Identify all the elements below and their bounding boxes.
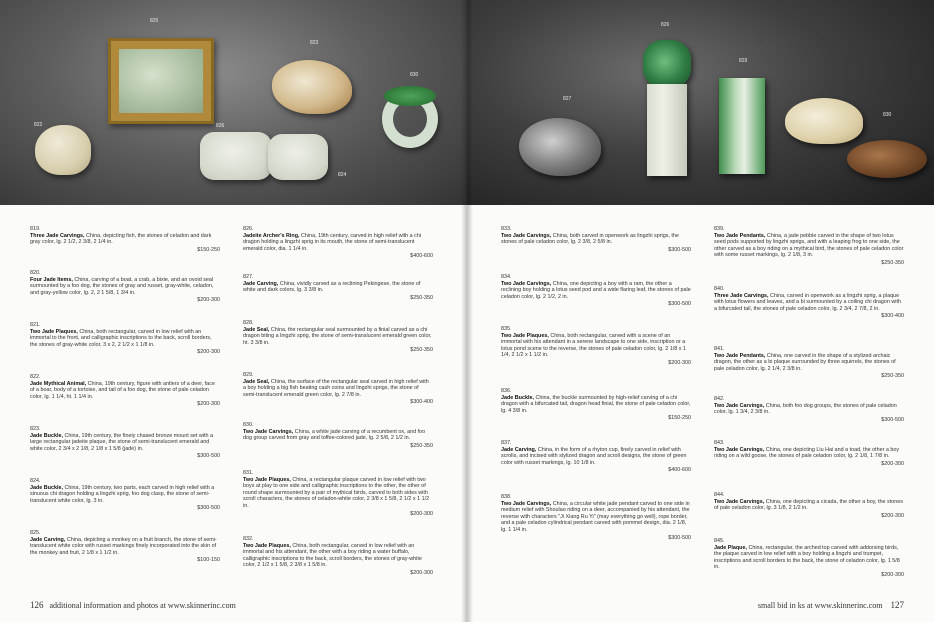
framed-jade-plaque bbox=[108, 38, 214, 124]
photo-label: 829 bbox=[739, 58, 748, 64]
photo-label: 830 bbox=[410, 72, 419, 78]
footer-text: small bid in ks at www.skinnerinc.com bbox=[757, 601, 883, 610]
jade-foo-dog bbox=[847, 140, 927, 178]
jade-carving-monkey bbox=[272, 60, 352, 114]
right-page bbox=[467, 0, 934, 622]
jade-seal-green bbox=[719, 78, 765, 174]
jade-seal-finial bbox=[643, 40, 691, 88]
jade-buckle-right bbox=[268, 134, 328, 180]
right-footer bbox=[758, 600, 904, 610]
lot-entry: 826. Jadeite Archer's Ring, China, 19th century, carved in high relief with a chi dragon holding a lingzhi sprig in its mouth, the stone of semi-translucent emerald color, dia. 1 1/4 in. $400-600 bbox=[243, 226, 433, 260]
lot-entry: 838. Two Jade Carvings, China, a circular white jade pendant carved to one side in medium relief with Shoulao riding on a deer, accompanied by his attendant, the reverse with characters "Ji Xiang Ru Yi" (may everything go well), rope border, and a pale celadon cylindrical pendant carved with pommel design, dia. 2 1/8, lg. 1 1/4 in. $300-500 bbox=[501, 494, 691, 541]
right-photo bbox=[467, 0, 934, 205]
ring-dragon-top bbox=[384, 86, 436, 106]
jade-carving-pekingese bbox=[519, 118, 601, 176]
lot-entry: 840. Three Jade Carvings, China, carved in openwork as a lingzhi sprig, a plaque with lotus flowers and leaves, and a bi surmounted by a coiling chi dragon with a bifurcated tail, the stones of pale celadon color, lg. 2 3/4, 2 7/8, 2 in. $300-400 bbox=[714, 286, 904, 320]
lot-entry: 842. Two Jade Carvings, China, both foo dog groups, the stones of pale celadon color, lg. 1 3/4, 2 3/8 in. $300-500 bbox=[714, 396, 904, 423]
left-photo bbox=[0, 0, 467, 205]
lot-entry: 834. Two Jade Carvings, China, one depicting a boy with a ram, the other a reclining boy holding a lotus seed pod and a wide flaring leaf, the stones of pale celadon color, lg. 2 1/2, 2 in. $300-500 bbox=[501, 274, 691, 308]
book-gutter bbox=[461, 0, 473, 622]
photo-label: 822 bbox=[34, 122, 43, 128]
lot-entry: 828. Jade Seal, China, the rectangular seal surmounted by a finial carved as a chi dragon biting a lingzhi sprig, the stone of semi-translucent emerald green color, ht. 3 3/8 in. $250-350 bbox=[243, 320, 433, 354]
lot-entry: 820. Four Jade Items, China, carving of a boat, a crab, a bixie, and an ovoid seal surmounted by a foo dog, the stones of gray and russet, gray-white, celadon, and gray-yellow color, lg. 2, 2 1 5/8, 1 3/4 in. $200-300 bbox=[30, 270, 220, 304]
lot-entry: 837. Jade Carving, China, in the form of a rhyton cup, finely carved in relief with scrolls, and incised with stylized dragon and scroll designs, the stone of green color with russet markings, lg. 10 1/8 in. $400-600 bbox=[501, 440, 691, 474]
lot-entry: 824. Jade Buckle, China, 19th century, two parts, each carved in high relief with a sinuous chi dragon holding a lingzhi sprig, foo dog clasp, the stone of semi-translucent white color, lg. 3 in. $300-500 bbox=[30, 478, 220, 512]
jade-buckle-left bbox=[200, 132, 272, 180]
lot-entry: 821. Two Jade Plaques, China, both rectangular, carved in low relief with an immortal to the front, and calligraphic inscriptions to the back, scroll borders, the stones of gray-white color, 3 x 2, 2 1/2 x 1 1/8 in. $200-300 bbox=[30, 322, 220, 356]
lot-entry: 835. Two Jade Plaques, China, both rectangular, carved with a scene of an immortal with his attendant in a serene landscape to one side, inscription or a lotus pond scene to the reverse, the stones of pale celadon color, lg. 2 1/8 x 1 1/4, 2 1/2 x 1 1/2 in. $200-300 bbox=[501, 326, 691, 366]
lot-entry: 823. Jade Buckle, China, 19th century, the finely chased bronze mount set with a large rectangular jadeite plaque, the stone of semi-translucent emerald and white color, 2 3/4 x 2 1/8, 2 1/8 x 1 5/8 (jade) in. $300-500 bbox=[30, 426, 220, 460]
photo-label: 830 bbox=[883, 112, 892, 118]
photo-label: 826 bbox=[661, 22, 670, 28]
lot-entry: 845. Jade Plaque, China, rectangular, the arched top carved with addorsing birds, the plaque carved in low relief with a boy holding a lingzhi and trumpet, inscriptions and scroll borders to the back, the stone of celadon color, lg. 1 5/8 in. $200-300 bbox=[714, 538, 904, 578]
lot-entry: 832. Two Jade Plaques, China, both rectangular, carved in low relief with an immortal and his attendant, the other with a boy riding a water buffalo, calligraphic inscriptions to the back, scroll borders, the stones of gray-white color, 2 1/2 x 1 5/8, 2 3/8 x 1 5/8 in. $200-300 bbox=[243, 536, 433, 576]
page-number: 127 bbox=[890, 600, 904, 610]
photo-label: 823 bbox=[310, 40, 319, 46]
footer-text: additional information and photos at www.skinnerinc.com bbox=[49, 601, 236, 610]
lot-entry: 830. Two Jade Carvings, China, a white jade carving of a recumbent ox, and foo dog group carved from gray and toffee-colored jade, lg. 2 5/8, 2 1/2 in. $250-350 bbox=[243, 422, 433, 449]
photo-label: 825 bbox=[150, 18, 159, 24]
lot-entry: 844. Two Jade Carvings, China, one depicting a cicada, the other a boy, the stones of pale celadon color, lg. 3 1/8, 2 1/2 in. $200-300 bbox=[714, 492, 904, 519]
page-number: 126 bbox=[30, 600, 44, 610]
lot-entry: 825. Jade Carving, China, depicting a monkey on a fruit branch, the stone of semi-translucent white color with russet markings finely incorporated into the skin of the monkey and fruit, 2 1/8 x 1 1/2 in. $100-150 bbox=[30, 530, 220, 564]
lot-entry: 836. Jade Buckle, China, the buckle surmounted by high-relief carving of a chi dragon with a bifurcated tail, dragon head finial, the stone of pale celadon color, lg. 4 3/8 in. $150-250 bbox=[501, 388, 691, 422]
lot-entry: 839. Two Jade Pendants, China, a jade pebble carved in the shape of two lotus seed pods supported by lingzhi sprigs, and with a leaping frog to one side, the other carved as a boy riding on a mythical bird, the stones of pale celadon color with some russet markings, lg. 2 1/8, 3 in. $250-350 bbox=[714, 226, 904, 266]
lot-entry: 829. Jade Seal, China, the surface of the rectangular seal carved in high relief with a boy holding a big fish beating cash coins and lingzhi sprigs, the stone of semi-translucent emerald green color, lg. 2 7/8 in. $300-400 bbox=[243, 372, 433, 406]
lot-entry: 841. Two Jade Pendants, China, one carved in the shape of a stylized archaic dragon, the other as a bi plaque surrounded by three squirrels, the stones of pale celadon color, lg. 2 1/4, 2 3/8 in. $250-350 bbox=[714, 346, 904, 380]
jade-mythical-animal bbox=[35, 125, 91, 175]
jade-seal-body bbox=[647, 84, 687, 176]
photo-label: 824 bbox=[338, 172, 347, 178]
lot-entry: 843. Two Jade Carvings, China, one depicting Liu Hai and a toad, the other a boy riding on a wild goose, the stones of pale celadon color, lg. 2 1/8, 1 7/8 in. $200-300 bbox=[714, 440, 904, 467]
photo-label: 826 bbox=[216, 123, 225, 129]
lot-entry: 827. Jade Carving, China, vividly carved as a reclining Pekingese, the stone of white and dark colors, lg. 3 3/8 in. $250-350 bbox=[243, 274, 433, 301]
jade-ox bbox=[785, 98, 863, 144]
lot-entry: 822. Jade Mythical Animal, China, 19th century, figure with antlers of a deer, face of a boar, body of a tortoise, and tail of a foo dog, the stone of pale celadon color, lg. 1 1/4, ht. 1 1/4 in. $200-300 bbox=[30, 374, 220, 408]
photo-label: 827 bbox=[563, 96, 572, 102]
lot-entry: 831. Two Jade Plaques, China, a rectangular plaque carved in low relief with two boys at play to one side and calligraphic inscriptions to the other, the other of round shape surmounted by a pair of mythical birds, carved to both sides with scroll characters, the stones of celadon-white color, 2 3/8 x 1 5/8, 2 1/2 x 1 1/2 in. $200-300 bbox=[243, 470, 433, 517]
lot-entry: 833. Two Jade Carvings, China, both carved in openwork as lingzhi sprigs, the stones of pale celadon color, lg. 2 3/8, 2 5/8 in. $300-500 bbox=[501, 226, 691, 253]
left-footer bbox=[30, 600, 236, 610]
lot-entry: 819. Three Jade Carvings, China, depicting fish, the stones of celadon and dark gray color, lg. 2 1/2, 2 3/8, 2 1/4 in. $150-250 bbox=[30, 226, 220, 253]
